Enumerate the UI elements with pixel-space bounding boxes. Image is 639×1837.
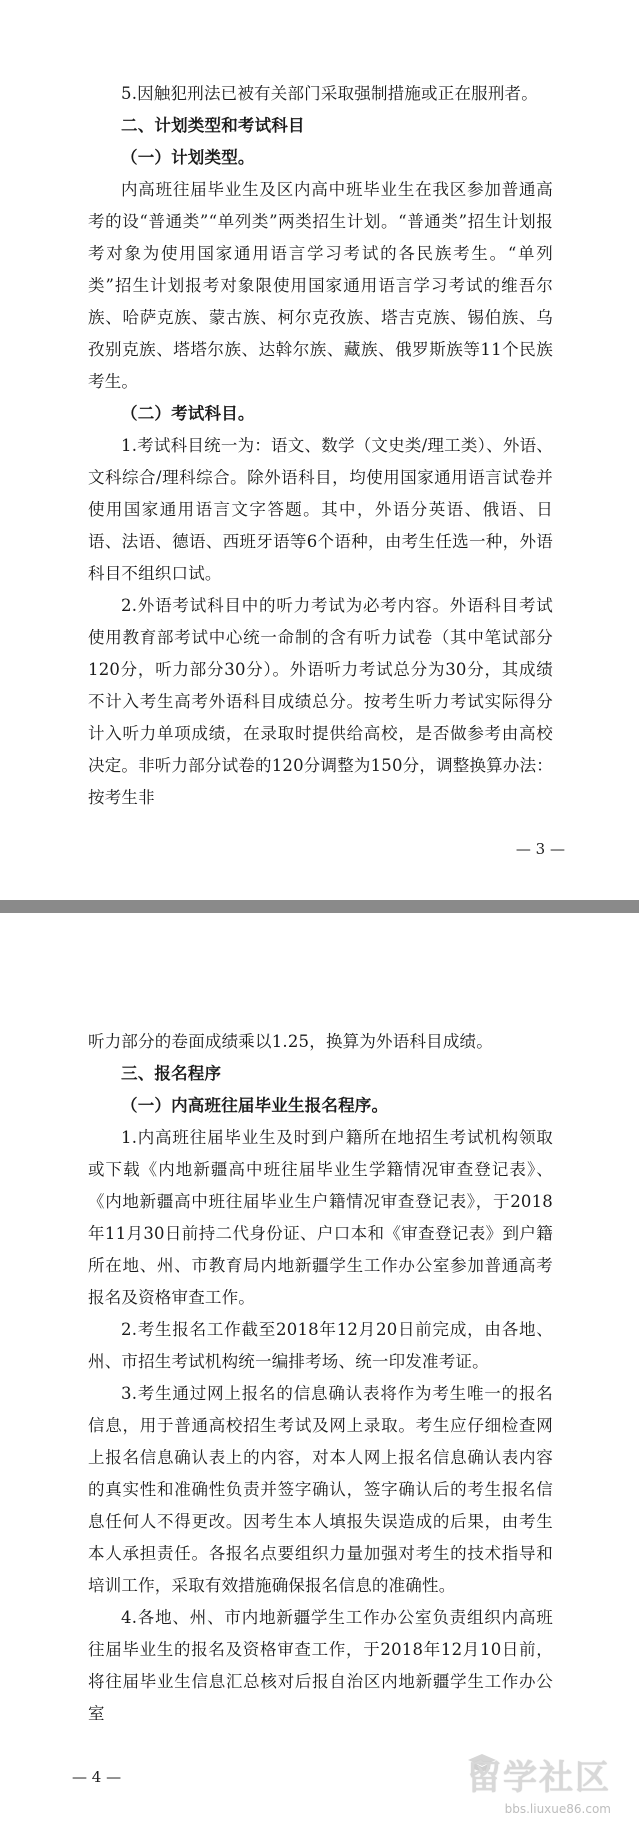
watermark-url: bbs.liuxue86.com	[504, 1802, 611, 1816]
paragraph: 1.内高班往届毕业生及时到户籍所在地招生考试机构领取或下载《内地新疆高中班往届毕业生学籍情况审查登记表》、《内地新疆高中班往届毕业生户籍情况审查登记表》，于2018年11月30日前持二代身份证、户口本和《审查登记表》到户籍所在地、州、市教育局内地新疆学生工作办公室参加普通高考报名及资格审查工作。	[88, 1128, 553, 1307]
page-separator	[0, 900, 639, 913]
paragraph: 听力部分的卷面成绩乘以1.25，换算为外语科目成绩。	[88, 1032, 493, 1051]
page-3-body	[0, 78, 639, 814]
paragraph: 2.外语考试科目中的听力考试为必考内容。外语科目考试使用教育部考试中心统一命制的含有听力试卷（其中笔试部分120分，听力部分30分）。外语听力考试总分为30分，其成绩不计入考生高考外语科目成绩总分。按考生听力考试实际得分计入听力单项成绩，在录取时提供给高校，是否做参考由高校决定。非听力部分试卷的120分调整为150分，调整换算办法：按考生非	[88, 596, 553, 807]
page-number-3: — 3 —	[515, 840, 565, 858]
paragraph: 二、计划类型和考试科目	[121, 116, 305, 135]
paragraph: 内高班往届毕业生及区内高中班毕业生在我区参加普通高考的设“普通类”“单列类”两类招生计划。“普通类”招生计划报考对象为使用国家通用语言学习考试的各民族考生。“单列类”招生计划报考对象限使用国家通用语言学习考试的维吾尔族、哈萨克族、蒙古族、柯尔克孜族、塔吉克族、锡伯族、乌孜别克族、塔塔尔族、达斡尔族、藏族、俄罗斯族等11个民族考生。	[88, 180, 553, 391]
paragraph: 2.考生报名工作截至2018年12月20日前完成，由各地、州、市招生考试机构统一编排考场、统一印发准考证。	[88, 1320, 553, 1371]
paragraph: （一）内高班往届毕业生报名程序。	[121, 1096, 389, 1115]
page-number-4: — 4 —	[72, 1768, 122, 1786]
page-4-body	[0, 1026, 639, 1730]
paragraph: （一）计划类型。	[121, 148, 255, 167]
site-watermark	[463, 1746, 633, 1832]
paragraph: （二）考试科目。	[121, 404, 255, 423]
paragraph: 4.各地、州、市内地新疆学生工作办公室负责组织内高班往届毕业生的报名及资格审查工作，于2018年12月10日前，将往届毕业生信息汇总核对后报自治区内地新疆学生工作办公室	[88, 1608, 553, 1723]
paragraph: 三、报名程序	[121, 1064, 222, 1083]
paragraph: 5.因触犯刑法已被有关部门采取强制措施或正在服刑者。	[121, 84, 538, 103]
paragraph: 3.考生通过网上报名的信息确认表将作为考生唯一的报名信息，用于普通高校招生考试及网上录取。考生应仔细检查网上报名信息确认表上的内容，对本人网上报名信息确认表内容的真实性和准确性负责并签字确认，签字确认后的考生报名信息任何人不得更改。因考生本人填报失误造成的后果，由考生本人承担责任。各报名点要组织力量加强对考生的技术指导和培训工作，采取有效措施确保报名信息的准确性。	[88, 1384, 553, 1595]
paragraph: 1.考试科目统一为：语文、数学（文史类/理工类）、外语、文科综合/理科综合。除外语科目，均使用国家通用语言试卷并使用国家通用语言文字答题。其中，外语分英语、俄语、日语、法语、德语、西班牙语等6个语种，由考生任选一种，外语科目不组织口试。	[88, 436, 553, 583]
watermark-logo-text: 留学社区	[467, 1758, 611, 1798]
